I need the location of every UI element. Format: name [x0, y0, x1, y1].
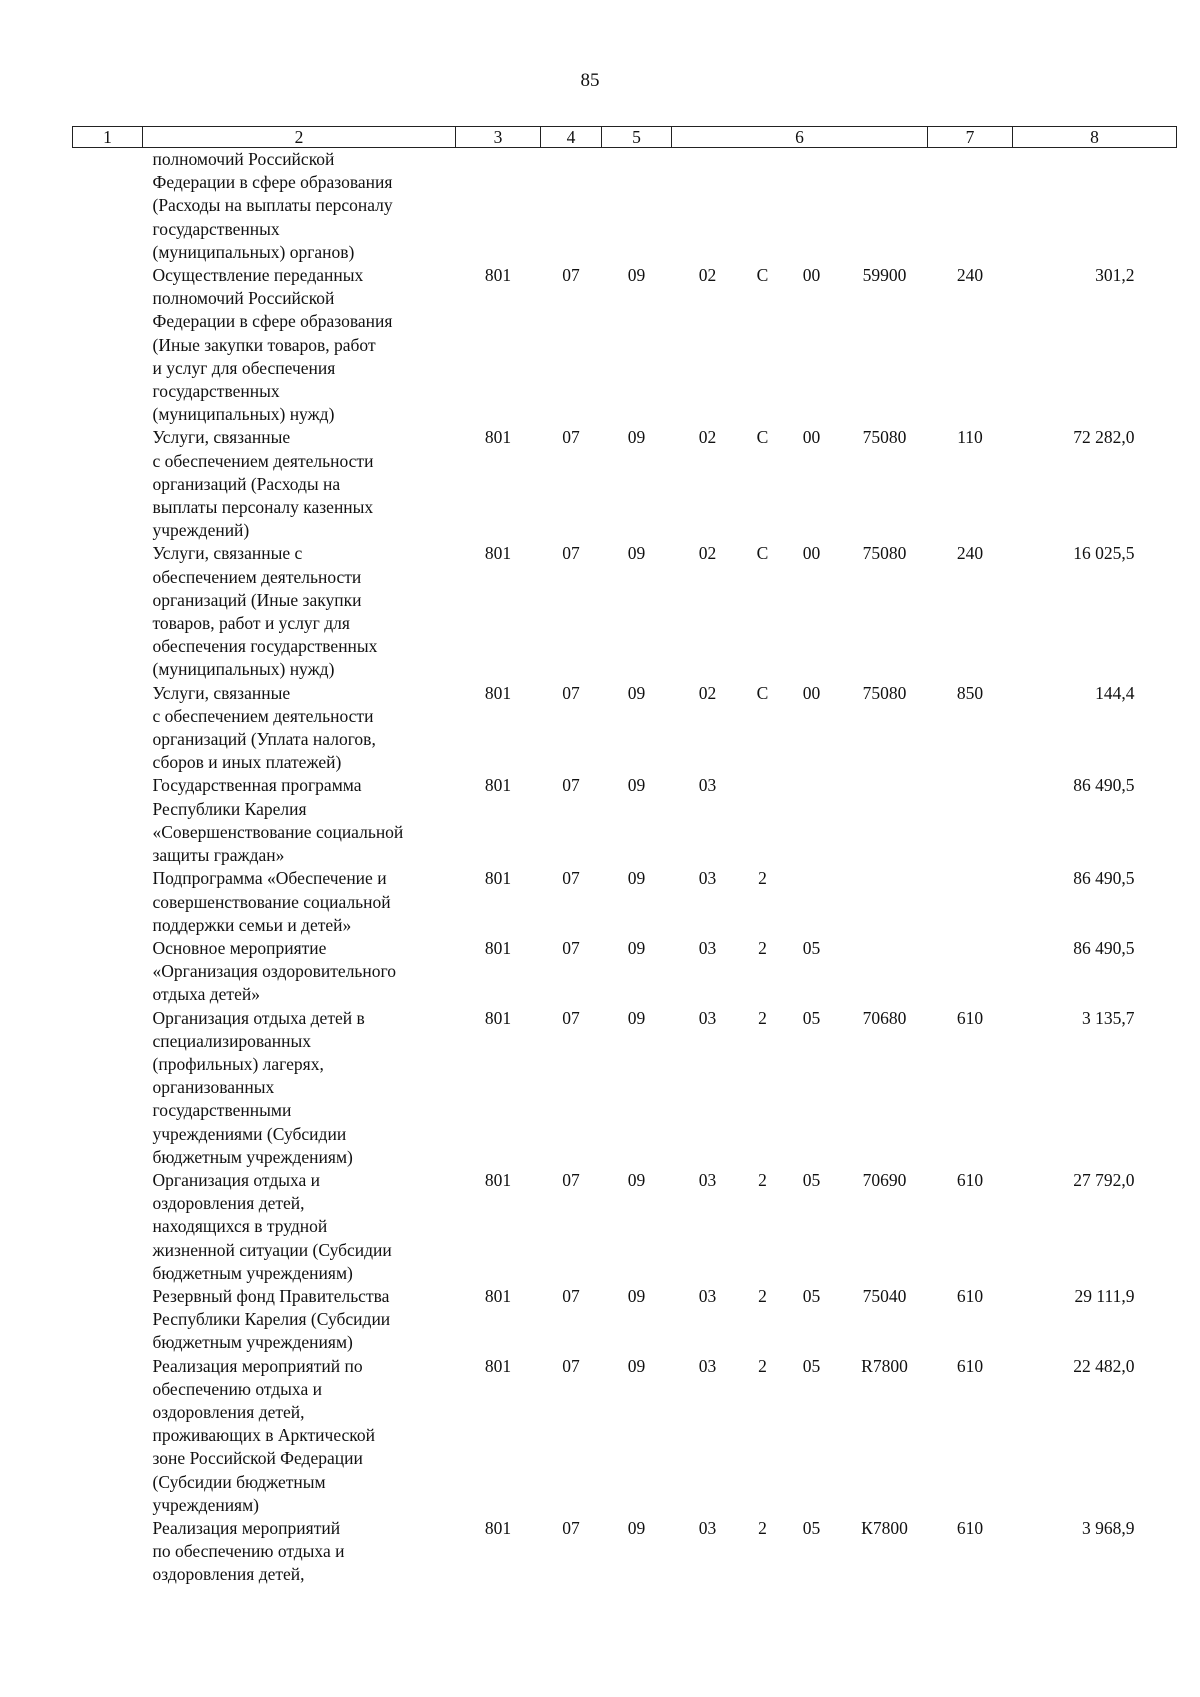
ministry-code-cell: 801 [484, 1355, 512, 1376]
subsection-code-cell [602, 148, 672, 265]
table-header-row [73, 127, 1177, 148]
row-number-cell [73, 264, 143, 426]
section-code-cell: 07 [562, 1355, 580, 1376]
row-name-line: по обеспечению отдыха и [152, 1541, 345, 1562]
row-name-line: обеспечению отдыха и [152, 1378, 322, 1399]
row-name-line: с обеспечением деятельности [152, 450, 374, 471]
row-name-cell [143, 426, 456, 542]
expense-type-cell: 240 [956, 265, 984, 286]
table-body [73, 148, 1177, 1587]
row-name-cell [143, 774, 456, 867]
amount-cell: 86 490,5 [1073, 937, 1135, 958]
amount-cell: 29 111,9 [1074, 1285, 1135, 1306]
subsection-code-cell: 09 [627, 427, 646, 448]
row-name-cell [143, 1007, 456, 1169]
column-header-1: 1 [73, 127, 143, 148]
table-row [73, 1169, 1177, 1285]
row-number-cell [73, 774, 143, 867]
row-name-line: проживающих в Арктической [152, 1425, 376, 1446]
section-code-cell: 07 [562, 1285, 580, 1306]
amount-cell: 3 968,9 [1082, 1517, 1135, 1538]
row-name-line: сборов и иных платежей) [152, 752, 342, 773]
column-header-5: 5 [602, 127, 672, 148]
expense-type-cell: 610 [956, 1007, 984, 1028]
row-name-line: Организация отдыха и [152, 1169, 321, 1190]
direction-code-cell: 70680 [862, 1007, 907, 1028]
row-name-line: (Расходы на выплаты персоналу [152, 195, 393, 216]
expense-type-cell: 850 [956, 682, 984, 703]
direction-code-cell: 75080 [862, 682, 907, 703]
program-code-cell: 03 [698, 1355, 717, 1376]
program-code-cell: 03 [698, 1517, 717, 1538]
event-code-cell: 05 [802, 937, 821, 958]
row-name-line: «Организация оздоровительного [152, 961, 397, 982]
direction-code-cell: 75080 [862, 427, 907, 448]
row-name-line: обеспечения государственных [152, 636, 378, 657]
expense-type-cell [928, 867, 1013, 937]
expense-type-cell: 610 [956, 1355, 984, 1376]
expense-type-cell [928, 148, 1013, 265]
row-name-cell [143, 1517, 456, 1587]
direction-code-cell: К7800 [861, 1517, 908, 1538]
row-name-line: Подпрограмма «Обеспечение и [152, 868, 387, 889]
row-name-line: жизненной ситуации (Субсидии [152, 1239, 392, 1260]
subprogram-code-cell: 2 [758, 937, 767, 958]
row-name-line: товаров, работ и услуг для [152, 613, 350, 634]
subprogram-code-cell: 2 [758, 1007, 767, 1028]
event-code-cell: 05 [802, 1169, 821, 1190]
table-row [73, 1285, 1177, 1355]
row-name-cell [143, 264, 456, 426]
row-name-line: Государственная программа [152, 775, 362, 796]
row-name-line: «Совершенствование социальной [152, 821, 404, 842]
row-name-line: Услуги, связанные [152, 427, 291, 448]
subsection-code-cell: 09 [627, 1285, 646, 1306]
row-number-cell [73, 1517, 143, 1587]
row-name-line: государственных [152, 381, 280, 402]
program-code-cell: 02 [698, 543, 717, 564]
event-code-cell: 05 [802, 1517, 821, 1538]
expense-type-cell: 110 [957, 427, 983, 448]
subprogram-code-cell: С [756, 682, 769, 703]
section-code-cell: 07 [562, 682, 580, 703]
direction-code-cell: 75040 [862, 1285, 907, 1306]
direction-code-cell [842, 867, 928, 937]
row-name-line: Осуществление переданных [152, 265, 364, 286]
row-number-cell [73, 682, 143, 775]
expense-type-cell: 610 [956, 1169, 984, 1190]
subsection-code-cell: 09 [627, 1007, 646, 1028]
column-header-7: 7 [928, 127, 1013, 148]
program-code-cell: 03 [698, 868, 717, 889]
amount-cell: 27 792,0 [1073, 1169, 1135, 1190]
row-name-cell [143, 1355, 456, 1517]
row-name-line: совершенствование социальной [152, 891, 391, 912]
row-name-line: организаций (Иные закупки [152, 589, 362, 610]
column-header-3: 3 [456, 127, 541, 148]
row-name-line: выплаты персоналу казенных [152, 497, 374, 518]
ministry-code-cell: 801 [484, 265, 512, 286]
column-header-8: 8 [1013, 127, 1177, 148]
row-name-line: бюджетным учреждениям) [152, 1262, 353, 1283]
expense-type-cell: 610 [956, 1285, 984, 1306]
row-name-line: организаций (Расходы на [152, 473, 341, 494]
section-code-cell: 07 [562, 427, 580, 448]
expense-type-cell [928, 774, 1013, 867]
expense-type-cell: 240 [956, 543, 984, 564]
event-code-cell: 05 [802, 1007, 821, 1028]
budget-table [72, 126, 1177, 1587]
subprogram-code-cell: 2 [758, 1355, 767, 1376]
direction-code-cell [842, 148, 928, 265]
event-code-cell: 00 [802, 682, 821, 703]
program-code-cell: 02 [698, 427, 717, 448]
row-name-line: с обеспечением деятельности [152, 705, 374, 726]
row-number-cell [73, 542, 143, 681]
subprogram-code-cell: С [756, 265, 769, 286]
subprogram-code-cell: 2 [758, 1517, 767, 1538]
row-name-line: Резервный фонд Правительства [152, 1285, 390, 1306]
amount-cell: 22 482,0 [1073, 1355, 1135, 1376]
subprogram-code-cell: 2 [758, 1169, 767, 1190]
row-name-line: (муниципальных) органов) [152, 241, 355, 262]
ministry-code-cell: 801 [484, 427, 512, 448]
row-name-line: поддержки семьи и детей» [152, 914, 352, 935]
subsection-code-cell: 09 [627, 1355, 646, 1376]
row-name-line: находящихся в трудной [152, 1216, 328, 1237]
row-name-line: Услуги, связанные [152, 682, 291, 703]
section-code-cell: 07 [562, 775, 580, 796]
row-name-cell [143, 542, 456, 681]
section-code-cell: 07 [562, 937, 580, 958]
row-name-line: Федерации в сфере образования [152, 172, 393, 193]
event-code-cell [782, 867, 842, 937]
ministry-code-cell [456, 148, 541, 265]
amount-cell: 86 490,5 [1073, 775, 1135, 796]
program-code-cell [672, 148, 744, 265]
row-name-line: (Субсидии бюджетным [152, 1471, 326, 1492]
subsection-code-cell: 09 [627, 682, 646, 703]
direction-code-cell: R7800 [861, 1355, 908, 1376]
row-number-cell [73, 1285, 143, 1355]
row-number-cell [73, 937, 143, 1007]
program-code-cell: 03 [698, 1169, 717, 1190]
row-number-cell [73, 1169, 143, 1285]
row-name-line: оздоровления детей, [152, 1193, 305, 1214]
table-row [73, 264, 1177, 426]
section-code-cell: 07 [562, 543, 580, 564]
row-name-line: Федерации в сфере образования [152, 311, 393, 332]
ministry-code-cell: 801 [484, 1285, 512, 1306]
section-code-cell [541, 148, 602, 265]
row-name-line: бюджетным учреждениям) [152, 1332, 353, 1353]
row-name-line: обеспечением деятельности [152, 566, 362, 587]
ministry-code-cell: 801 [484, 1517, 512, 1538]
direction-code-cell: 59900 [862, 265, 907, 286]
section-code-cell: 07 [562, 868, 580, 889]
row-name-cell [143, 867, 456, 937]
program-code-cell: 03 [698, 1285, 717, 1306]
ministry-code-cell: 801 [484, 937, 512, 958]
subsection-code-cell: 09 [627, 868, 646, 889]
event-code-cell: 00 [802, 427, 821, 448]
row-name-line: и услуг для обеспечения [152, 357, 336, 378]
program-code-cell: 02 [698, 682, 717, 703]
table-row [73, 1517, 1177, 1587]
section-code-cell: 07 [562, 1007, 580, 1028]
row-name-cell [143, 682, 456, 775]
ministry-code-cell: 801 [484, 543, 512, 564]
section-code-cell: 07 [562, 1517, 580, 1538]
table-row [73, 937, 1177, 1007]
row-name-line: отдыха детей» [152, 984, 260, 1005]
program-code-cell: 03 [698, 775, 717, 796]
amount-cell: 86 490,5 [1073, 868, 1135, 889]
amount-cell: 301,2 [1095, 265, 1135, 286]
row-name-line: (муниципальных) нужд) [152, 404, 335, 425]
row-name-line: защиты граждан» [152, 845, 285, 866]
table-row [73, 774, 1177, 867]
subprogram-code-cell: 2 [758, 868, 767, 889]
amount-cell: 16 025,5 [1073, 543, 1135, 564]
subsection-code-cell: 09 [627, 543, 646, 564]
row-name-line: полномочий Российской [152, 149, 335, 169]
table-row [73, 542, 1177, 681]
ministry-code-cell: 801 [484, 682, 512, 703]
row-number-cell [73, 148, 143, 265]
program-code-cell: 02 [698, 265, 717, 286]
subprogram-code-cell: С [756, 427, 769, 448]
event-code-cell [782, 148, 842, 265]
subsection-code-cell: 09 [627, 1169, 646, 1190]
direction-code-cell: 75080 [862, 543, 907, 564]
program-code-cell: 03 [698, 1007, 717, 1028]
event-code-cell [782, 774, 842, 867]
row-number-cell [73, 867, 143, 937]
row-name-line: организованных [152, 1077, 275, 1098]
page-number: 85 [580, 70, 600, 91]
row-name-line: (муниципальных) нужд) [152, 659, 335, 680]
section-code-cell: 07 [562, 265, 580, 286]
table-row [73, 426, 1177, 542]
event-code-cell: 00 [802, 543, 821, 564]
ministry-code-cell: 801 [484, 1169, 512, 1190]
row-name-line: зоне Российской Федерации [152, 1448, 363, 1469]
row-name-cell [143, 148, 456, 265]
ministry-code-cell: 801 [484, 868, 512, 889]
row-name-line: Основное мероприятие [152, 937, 327, 958]
amount-cell: 72 282,0 [1073, 427, 1135, 448]
direction-code-cell [842, 937, 928, 1007]
subsection-code-cell: 09 [627, 937, 646, 958]
table-row [73, 1007, 1177, 1169]
row-name-line: (Иные закупки товаров, работ [152, 334, 376, 355]
row-name-cell [143, 937, 456, 1007]
row-name-line: оздоровления детей, [152, 1401, 305, 1422]
table-row [73, 1355, 1177, 1517]
row-number-cell [73, 1355, 143, 1517]
amount-cell: 3 135,7 [1082, 1007, 1135, 1028]
table-row [73, 682, 1177, 775]
row-name-line: учреждениям) [152, 1494, 260, 1515]
ministry-code-cell: 801 [484, 1007, 512, 1028]
row-name-line: Республики Карелия (Субсидии [152, 1309, 391, 1330]
program-code-cell: 03 [698, 937, 717, 958]
column-header-6: 6 [672, 127, 928, 148]
row-name-line: (профильных) лагерях, [152, 1053, 324, 1074]
subsection-code-cell: 09 [627, 1517, 646, 1538]
row-name-line: оздоровления детей, [152, 1564, 305, 1585]
row-name-cell [143, 1285, 456, 1355]
event-code-cell: 05 [802, 1285, 821, 1306]
subprogram-code-cell [744, 148, 782, 265]
expense-type-cell: 610 [956, 1517, 984, 1538]
amount-cell: 144,4 [1095, 682, 1135, 703]
row-name-line: специализированных [152, 1030, 311, 1051]
section-code-cell: 07 [562, 1169, 580, 1190]
subprogram-code-cell: 2 [758, 1285, 767, 1306]
ministry-code-cell: 801 [484, 775, 512, 796]
row-name-line: Республики Карелия [152, 798, 307, 819]
row-name-line: организаций (Уплата налогов, [152, 729, 376, 750]
row-name-line: учреждений) [152, 520, 250, 541]
row-name-line: Реализация мероприятий [152, 1517, 341, 1538]
row-name-line: государственных [152, 218, 280, 239]
direction-code-cell [842, 774, 928, 867]
row-name-line: учреждениями (Субсидии [152, 1123, 347, 1144]
row-number-cell [73, 426, 143, 542]
event-code-cell: 00 [802, 265, 821, 286]
row-name-line: государственными [152, 1100, 292, 1121]
event-code-cell: 05 [802, 1355, 821, 1376]
column-header-4: 4 [541, 127, 602, 148]
row-name-line: полномочий Российской [152, 288, 335, 309]
subprogram-code-cell [744, 774, 782, 867]
direction-code-cell: 70690 [862, 1169, 907, 1190]
expense-type-cell [928, 937, 1013, 1007]
row-name-line: Услуги, связанные с [152, 543, 303, 564]
row-name-line: бюджетным учреждениям) [152, 1146, 353, 1167]
subsection-code-cell: 09 [627, 775, 646, 796]
row-name-line: Организация отдыха детей в [152, 1007, 365, 1028]
table-row [73, 148, 1177, 265]
table-row [73, 867, 1177, 937]
subsection-code-cell: 09 [627, 265, 646, 286]
column-header-2: 2 [143, 127, 456, 148]
subprogram-code-cell: С [756, 543, 769, 564]
amount-cell [1013, 148, 1177, 265]
row-number-cell [73, 1007, 143, 1169]
row-name-line: Реализация мероприятий по [152, 1355, 363, 1376]
row-name-cell [143, 1169, 456, 1285]
